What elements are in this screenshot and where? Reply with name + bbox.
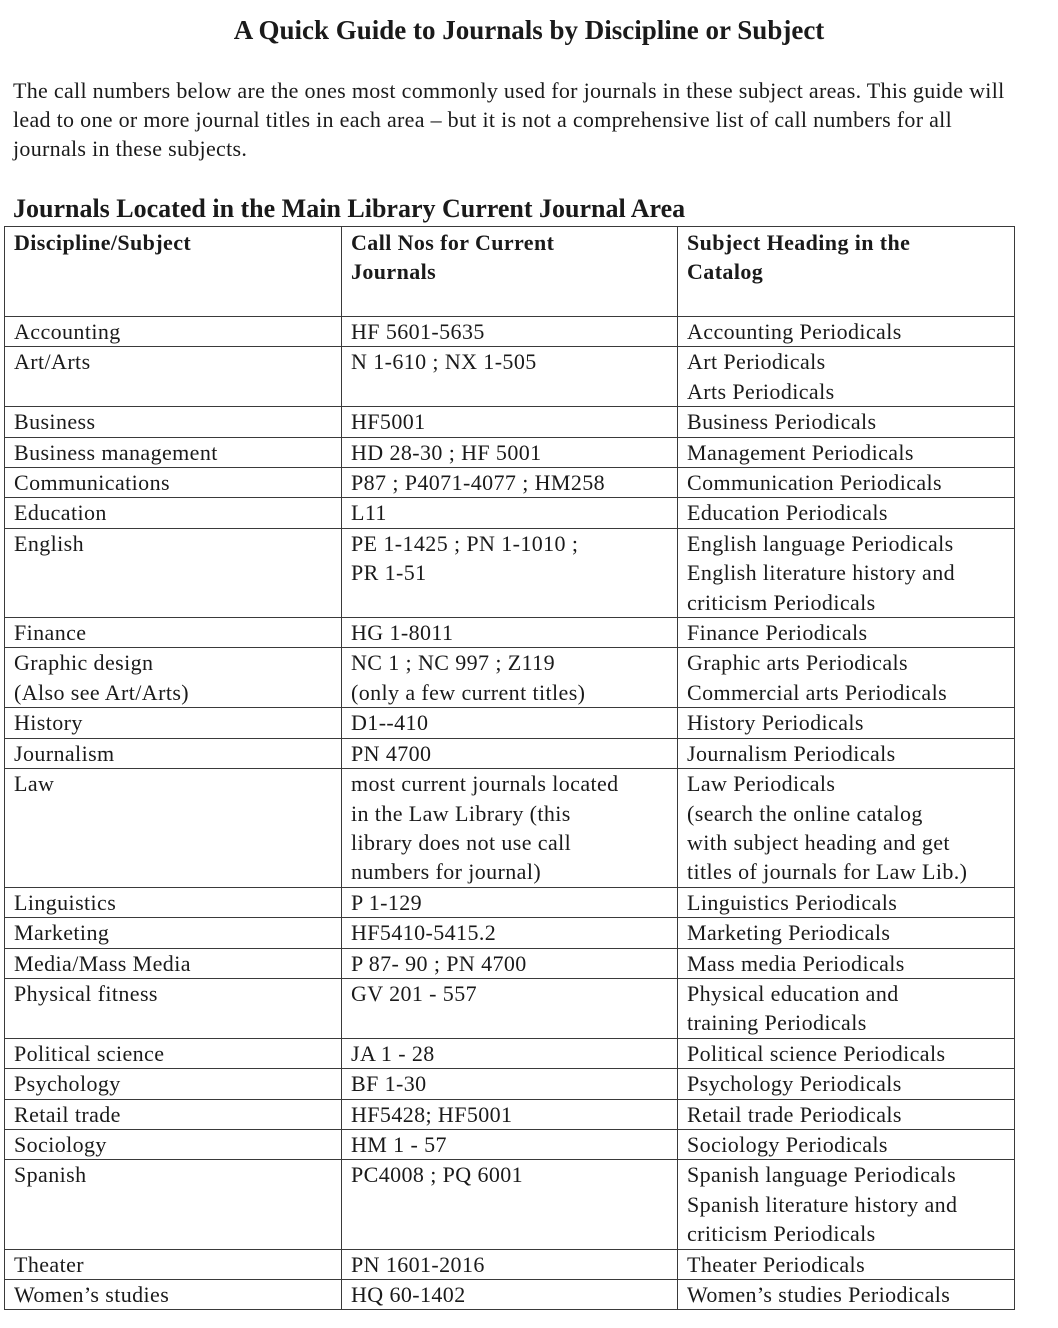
- table-row: [5, 347, 1015, 407]
- discipline-cell: Physical fitness: [5, 978, 342, 1038]
- table-row: [5, 407, 1015, 437]
- header-subject-heading: Subject Heading in the Catalog: [678, 227, 1015, 317]
- subject-heading-cell: Women’s studies Periodicals: [678, 1280, 1015, 1310]
- subject-heading-cell: Management Periodicals: [678, 437, 1015, 467]
- table-row: [5, 738, 1015, 768]
- table-row: [5, 1280, 1015, 1310]
- table-row: [5, 528, 1015, 617]
- subject-heading-cell: Psychology Periodicals: [678, 1069, 1015, 1099]
- page-title: A Quick Guide to Journals by Discipline or Subject: [233, 15, 825, 45]
- call-number-cell: HF5428; HF5001: [342, 1099, 678, 1129]
- table-row: [5, 887, 1015, 917]
- call-number-cell: HM 1 - 57: [342, 1129, 678, 1159]
- discipline-cell: Journalism: [5, 738, 342, 768]
- call-number-cell: P 1-129: [342, 887, 678, 917]
- discipline-cell: Political science: [5, 1038, 342, 1068]
- call-number-cell: P87 ; P4071-4077 ; HM258: [342, 468, 678, 498]
- call-number-cell: N 1-610 ; NX 1-505: [342, 347, 678, 407]
- table-row: [5, 1069, 1015, 1099]
- discipline-cell: English: [5, 528, 342, 617]
- table-row: [5, 1249, 1015, 1279]
- call-number-cell: most current journals located in the Law Library (this library does not use call numbers for journal): [342, 769, 678, 888]
- subject-heading-cell: Mass media Periodicals: [678, 948, 1015, 978]
- call-number-cell: HD 28-30 ; HF 5001: [342, 437, 678, 467]
- table-row: [5, 918, 1015, 948]
- subject-heading-cell: Business Periodicals: [678, 407, 1015, 437]
- discipline-cell: Retail trade: [5, 1099, 342, 1129]
- call-number-cell: D1--410: [342, 708, 678, 738]
- table-row: [5, 468, 1015, 498]
- subject-heading-cell: Spanish language Periodicals Spanish literature history and criticism Periodicals: [678, 1160, 1015, 1249]
- discipline-cell: Education: [5, 498, 342, 528]
- table-row: [5, 648, 1015, 708]
- call-number-cell: PN 4700: [342, 738, 678, 768]
- table-row: [5, 1129, 1015, 1159]
- discipline-cell: History: [5, 708, 342, 738]
- discipline-cell: Communications: [5, 468, 342, 498]
- subject-heading-cell: Marketing Periodicals: [678, 918, 1015, 948]
- subject-heading-cell: Linguistics Periodicals: [678, 887, 1015, 917]
- call-number-cell: L11: [342, 498, 678, 528]
- subject-heading-cell: Theater Periodicals: [678, 1249, 1015, 1279]
- subject-heading-cell: English language Periodicals English literature history and criticism Periodicals: [678, 528, 1015, 617]
- header-call-numbers: Call Nos for Current Journals: [342, 227, 678, 317]
- call-number-cell: BF 1-30: [342, 1069, 678, 1099]
- call-number-cell: P 87- 90 ; PN 4700: [342, 948, 678, 978]
- call-number-cell: NC 1 ; NC 997 ; Z119 (only a few current titles): [342, 648, 678, 708]
- table-row: [5, 1099, 1015, 1129]
- table-row: [5, 317, 1015, 347]
- discipline-cell: Linguistics: [5, 887, 342, 917]
- discipline-cell: Theater: [5, 1249, 342, 1279]
- call-number-cell: PN 1601-2016: [342, 1249, 678, 1279]
- call-number-cell: PE 1-1425 ; PN 1-1010 ; PR 1-51: [342, 528, 678, 617]
- discipline-cell: Sociology: [5, 1129, 342, 1159]
- subject-heading-cell: Accounting Periodicals: [678, 317, 1015, 347]
- discipline-cell: Women’s studies: [5, 1280, 342, 1310]
- subject-heading-cell: Retail trade Periodicals: [678, 1099, 1015, 1129]
- call-number-cell: JA 1 - 28: [342, 1038, 678, 1068]
- discipline-cell: Law: [5, 769, 342, 888]
- table-row: [5, 498, 1015, 528]
- intro-paragraph: The call numbers below are the ones most commonly used for journals in these subject areas. This guide will lead to one or more journal titles in each area – but it is not a comprehensive list of call numbers for all journals in these subjects.: [13, 78, 1005, 161]
- table-row: [5, 618, 1015, 648]
- subject-heading-cell: Finance Periodicals: [678, 618, 1015, 648]
- call-number-cell: GV 201 - 557: [342, 978, 678, 1038]
- discipline-cell: Psychology: [5, 1069, 342, 1099]
- discipline-cell: Media/Mass Media: [5, 948, 342, 978]
- table-row: [5, 1160, 1015, 1249]
- discipline-cell: Business management: [5, 437, 342, 467]
- discipline-cell: Spanish: [5, 1160, 342, 1249]
- call-number-cell: HG 1-8011: [342, 618, 678, 648]
- call-number-cell: PC4008 ; PQ 6001: [342, 1160, 678, 1249]
- header-discipline: Discipline/Subject: [5, 227, 342, 317]
- table-header-row: [5, 227, 1015, 317]
- subject-heading-cell: Law Periodicals (search the online catalog with subject heading and get titles of journals for Law Lib.): [678, 769, 1015, 888]
- discipline-cell: Marketing: [5, 918, 342, 948]
- journals-table: [4, 226, 1015, 1310]
- call-number-cell: HF5001: [342, 407, 678, 437]
- subject-heading-cell: Education Periodicals: [678, 498, 1015, 528]
- discipline-cell: Business: [5, 407, 342, 437]
- section-heading: Journals Located in the Main Library Current Journal Area: [13, 194, 686, 223]
- subject-heading-cell: Communication Periodicals: [678, 468, 1015, 498]
- table-row: [5, 1038, 1015, 1068]
- discipline-cell: Finance: [5, 618, 342, 648]
- table-row: [5, 978, 1015, 1038]
- subject-heading-cell: Journalism Periodicals: [678, 738, 1015, 768]
- discipline-cell: Art/Arts: [5, 347, 342, 407]
- subject-heading-cell: Graphic arts Periodicals Commercial arts Periodicals: [678, 648, 1015, 708]
- call-number-cell: HF5410-5415.2: [342, 918, 678, 948]
- subject-heading-cell: Sociology Periodicals: [678, 1129, 1015, 1159]
- table-row: [5, 708, 1015, 738]
- discipline-cell: Accounting: [5, 317, 342, 347]
- discipline-cell: Graphic design (Also see Art/Arts): [5, 648, 342, 708]
- subject-heading-cell: History Periodicals: [678, 708, 1015, 738]
- subject-heading-cell: Physical education and training Periodicals: [678, 978, 1015, 1038]
- call-number-cell: HQ 60-1402: [342, 1280, 678, 1310]
- subject-heading-cell: Art Periodicals Arts Periodicals: [678, 347, 1015, 407]
- call-number-cell: HF 5601-5635: [342, 317, 678, 347]
- table-row: [5, 437, 1015, 467]
- table-row: [5, 769, 1015, 888]
- subject-heading-cell: Political science Periodicals: [678, 1038, 1015, 1068]
- table-row: [5, 948, 1015, 978]
